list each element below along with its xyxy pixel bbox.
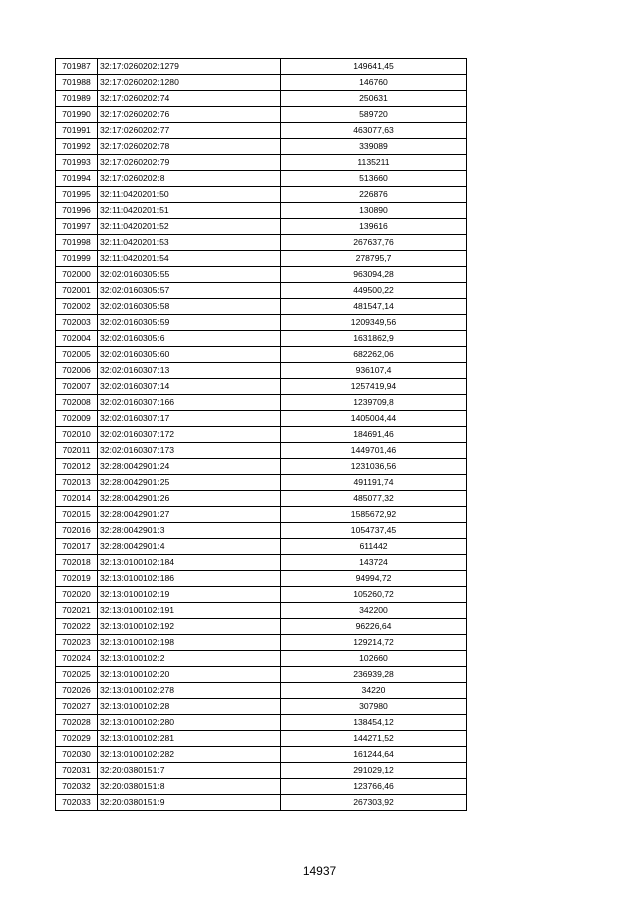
cadastral-number-cell: 32:13:0100102:280 <box>98 715 281 731</box>
value-cell: 94994,72 <box>281 571 467 587</box>
cadastral-number-cell: 32:02:0160305:58 <box>98 299 281 315</box>
row-id-cell: 702001 <box>56 283 98 299</box>
value-cell: 1631862,9 <box>281 331 467 347</box>
value-cell: 1449701,46 <box>281 443 467 459</box>
cadastral-number-cell: 32:17:0260202:76 <box>98 107 281 123</box>
table-row <box>56 491 467 507</box>
table-row <box>56 395 467 411</box>
table-row <box>56 219 467 235</box>
value-cell: 339089 <box>281 139 467 155</box>
cadastral-number-cell: 32:17:0260202:77 <box>98 123 281 139</box>
table-row <box>56 763 467 779</box>
value-cell: 963094,28 <box>281 267 467 283</box>
cadastral-number-cell: 32:28:0042901:4 <box>98 539 281 555</box>
value-cell: 105260,72 <box>281 587 467 603</box>
table-row <box>56 683 467 699</box>
cadastral-number-cell: 32:13:0100102:191 <box>98 603 281 619</box>
value-cell: 139616 <box>281 219 467 235</box>
value-cell: 236939,28 <box>281 667 467 683</box>
cadastral-number-cell: 32:17:0260202:74 <box>98 91 281 107</box>
table-row <box>56 795 467 811</box>
cadastral-number-cell: 32:13:0100102:186 <box>98 571 281 587</box>
table-row <box>56 331 467 347</box>
table-row <box>56 411 467 427</box>
table-row <box>56 635 467 651</box>
row-id-cell: 701987 <box>56 59 98 75</box>
table-row <box>56 171 467 187</box>
row-id-cell: 702004 <box>56 331 98 347</box>
value-cell: 144271,52 <box>281 731 467 747</box>
value-cell: 936107,4 <box>281 363 467 379</box>
row-id-cell: 702017 <box>56 539 98 555</box>
row-id-cell: 702014 <box>56 491 98 507</box>
row-id-cell: 702019 <box>56 571 98 587</box>
value-cell: 611442 <box>281 539 467 555</box>
table-row <box>56 667 467 683</box>
cadastral-number-cell: 32:17:0260202:1280 <box>98 75 281 91</box>
value-cell: 1239709,8 <box>281 395 467 411</box>
value-cell: 481547,14 <box>281 299 467 315</box>
table-row <box>56 283 467 299</box>
table-row <box>56 731 467 747</box>
table-row <box>56 699 467 715</box>
row-id-cell: 702002 <box>56 299 98 315</box>
value-cell: 102660 <box>281 651 467 667</box>
cadastral-number-cell: 32:17:0260202:8 <box>98 171 281 187</box>
row-id-cell: 702024 <box>56 651 98 667</box>
value-cell: 149641,45 <box>281 59 467 75</box>
row-id-cell: 702003 <box>56 315 98 331</box>
cadastral-number-cell: 32:02:0160305:57 <box>98 283 281 299</box>
table-row <box>56 587 467 603</box>
row-id-cell: 702031 <box>56 763 98 779</box>
table-row <box>56 603 467 619</box>
value-cell: 1231036,56 <box>281 459 467 475</box>
value-cell: 146760 <box>281 75 467 91</box>
table-row <box>56 779 467 795</box>
table-body <box>56 59 467 811</box>
table-row <box>56 347 467 363</box>
row-id-cell: 702005 <box>56 347 98 363</box>
table-row <box>56 507 467 523</box>
cadastral-number-cell: 32:28:0042901:26 <box>98 491 281 507</box>
cadastral-number-cell: 32:13:0100102:20 <box>98 667 281 683</box>
value-cell: 1209349,56 <box>281 315 467 331</box>
value-cell: 129214,72 <box>281 635 467 651</box>
row-id-cell: 702012 <box>56 459 98 475</box>
row-id-cell: 701999 <box>56 251 98 267</box>
row-id-cell: 702011 <box>56 443 98 459</box>
cadastral-number-cell: 32:13:0100102:28 <box>98 699 281 715</box>
table-row <box>56 315 467 331</box>
table-row <box>56 235 467 251</box>
value-cell: 463077,63 <box>281 123 467 139</box>
cadastral-number-cell: 32:02:0160305:55 <box>98 267 281 283</box>
value-cell: 449500,22 <box>281 283 467 299</box>
row-id-cell: 701993 <box>56 155 98 171</box>
value-cell: 1135211 <box>281 155 467 171</box>
value-cell: 130890 <box>281 203 467 219</box>
row-id-cell: 701997 <box>56 219 98 235</box>
row-id-cell: 701998 <box>56 235 98 251</box>
value-cell: 1585672,92 <box>281 507 467 523</box>
row-id-cell: 702030 <box>56 747 98 763</box>
cadastral-number-cell: 32:17:0260202:78 <box>98 139 281 155</box>
cadastral-number-cell: 32:11:0420201:52 <box>98 219 281 235</box>
cadastral-number-cell: 32:13:0100102:278 <box>98 683 281 699</box>
cadastral-number-cell: 32:13:0100102:198 <box>98 635 281 651</box>
table-row <box>56 187 467 203</box>
table-row <box>56 363 467 379</box>
table-row <box>56 523 467 539</box>
row-id-cell: 702006 <box>56 363 98 379</box>
cadastral-number-cell: 32:17:0260202:79 <box>98 155 281 171</box>
cadastral-number-cell: 32:02:0160307:14 <box>98 379 281 395</box>
row-id-cell: 702029 <box>56 731 98 747</box>
row-id-cell: 701988 <box>56 75 98 91</box>
cadastral-number-cell: 32:11:0420201:54 <box>98 251 281 267</box>
cadastral-number-cell: 32:20:0380151:7 <box>98 763 281 779</box>
row-id-cell: 701989 <box>56 91 98 107</box>
row-id-cell: 702027 <box>56 699 98 715</box>
cadastral-number-cell: 32:28:0042901:25 <box>98 475 281 491</box>
cadastral-number-cell: 32:13:0100102:184 <box>98 555 281 571</box>
row-id-cell: 702025 <box>56 667 98 683</box>
value-cell: 34220 <box>281 683 467 699</box>
table-row <box>56 475 467 491</box>
table-row <box>56 155 467 171</box>
row-id-cell: 701995 <box>56 187 98 203</box>
cadastral-number-cell: 32:28:0042901:24 <box>98 459 281 475</box>
cadastral-number-cell: 32:13:0100102:192 <box>98 619 281 635</box>
table-row <box>56 251 467 267</box>
cadastral-number-cell: 32:13:0100102:2 <box>98 651 281 667</box>
row-id-cell: 702000 <box>56 267 98 283</box>
value-cell: 491191,74 <box>281 475 467 491</box>
table-row <box>56 75 467 91</box>
row-id-cell: 702026 <box>56 683 98 699</box>
row-id-cell: 701992 <box>56 139 98 155</box>
row-id-cell: 702022 <box>56 619 98 635</box>
table-row <box>56 747 467 763</box>
row-id-cell: 701990 <box>56 107 98 123</box>
row-id-cell: 701994 <box>56 171 98 187</box>
value-cell: 278795,7 <box>281 251 467 267</box>
cadastral-number-cell: 32:02:0160307:173 <box>98 443 281 459</box>
row-id-cell: 702007 <box>56 379 98 395</box>
table-row <box>56 379 467 395</box>
value-cell: 485077,32 <box>281 491 467 507</box>
table-row <box>56 267 467 283</box>
value-cell: 1257419,94 <box>281 379 467 395</box>
row-id-cell: 701996 <box>56 203 98 219</box>
row-id-cell: 702010 <box>56 427 98 443</box>
cadastral-number-cell: 32:28:0042901:3 <box>98 523 281 539</box>
table-row <box>56 539 467 555</box>
row-id-cell: 702033 <box>56 795 98 811</box>
value-cell: 291029,12 <box>281 763 467 779</box>
table-row <box>56 443 467 459</box>
table-row <box>56 107 467 123</box>
value-cell: 589720 <box>281 107 467 123</box>
cadastral-number-cell: 32:02:0160305:60 <box>98 347 281 363</box>
cadastral-number-cell: 32:02:0160305:59 <box>98 315 281 331</box>
row-id-cell: 702018 <box>56 555 98 571</box>
table-row <box>56 123 467 139</box>
cadastral-number-cell: 32:13:0100102:281 <box>98 731 281 747</box>
row-id-cell: 702016 <box>56 523 98 539</box>
value-cell: 226876 <box>281 187 467 203</box>
table-row <box>56 651 467 667</box>
row-id-cell: 702008 <box>56 395 98 411</box>
cadastral-number-cell: 32:02:0160307:172 <box>98 427 281 443</box>
cadastral-number-cell: 32:13:0100102:282 <box>98 747 281 763</box>
cadastral-number-cell: 32:17:0260202:1279 <box>98 59 281 75</box>
cadastral-number-cell: 32:11:0420201:50 <box>98 187 281 203</box>
value-cell: 161244,64 <box>281 747 467 763</box>
cadastral-number-cell: 32:02:0160307:166 <box>98 395 281 411</box>
row-id-cell: 702015 <box>56 507 98 523</box>
table-row <box>56 555 467 571</box>
cadastral-number-cell: 32:02:0160305:6 <box>98 331 281 347</box>
value-cell: 143724 <box>281 555 467 571</box>
table-row <box>56 139 467 155</box>
table-row <box>56 571 467 587</box>
cadastral-number-cell: 32:11:0420201:53 <box>98 235 281 251</box>
cadastral-number-cell: 32:28:0042901:27 <box>98 507 281 523</box>
row-id-cell: 702032 <box>56 779 98 795</box>
cadastral-number-cell: 32:20:0380151:9 <box>98 795 281 811</box>
value-cell: 267637,76 <box>281 235 467 251</box>
table-row <box>56 459 467 475</box>
data-table <box>55 58 467 811</box>
cadastral-number-cell: 32:13:0100102:19 <box>98 587 281 603</box>
value-cell: 250631 <box>281 91 467 107</box>
row-id-cell: 701991 <box>56 123 98 139</box>
value-cell: 123766,46 <box>281 779 467 795</box>
table-row <box>56 91 467 107</box>
value-cell: 1405004,44 <box>281 411 467 427</box>
value-cell: 138454,12 <box>281 715 467 731</box>
table-row <box>56 203 467 219</box>
value-cell: 682262,06 <box>281 347 467 363</box>
row-id-cell: 702009 <box>56 411 98 427</box>
page-number: 14937 <box>302 864 337 878</box>
cadastral-number-cell: 32:02:0160307:13 <box>98 363 281 379</box>
cadastral-number-cell: 32:02:0160307:17 <box>98 411 281 427</box>
table-row <box>56 619 467 635</box>
row-id-cell: 702013 <box>56 475 98 491</box>
value-cell: 1054737,45 <box>281 523 467 539</box>
value-cell: 513660 <box>281 171 467 187</box>
row-id-cell: 702021 <box>56 603 98 619</box>
value-cell: 184691,46 <box>281 427 467 443</box>
value-cell: 96226,64 <box>281 619 467 635</box>
table-row <box>56 427 467 443</box>
table-row <box>56 299 467 315</box>
cadastral-number-cell: 32:11:0420201:51 <box>98 203 281 219</box>
row-id-cell: 702028 <box>56 715 98 731</box>
value-cell: 307980 <box>281 699 467 715</box>
table-row <box>56 59 467 75</box>
cadastral-number-cell: 32:20:0380151:8 <box>98 779 281 795</box>
row-id-cell: 702020 <box>56 587 98 603</box>
row-id-cell: 702023 <box>56 635 98 651</box>
table-row <box>56 715 467 731</box>
value-cell: 267303,92 <box>281 795 467 811</box>
value-cell: 342200 <box>281 603 467 619</box>
